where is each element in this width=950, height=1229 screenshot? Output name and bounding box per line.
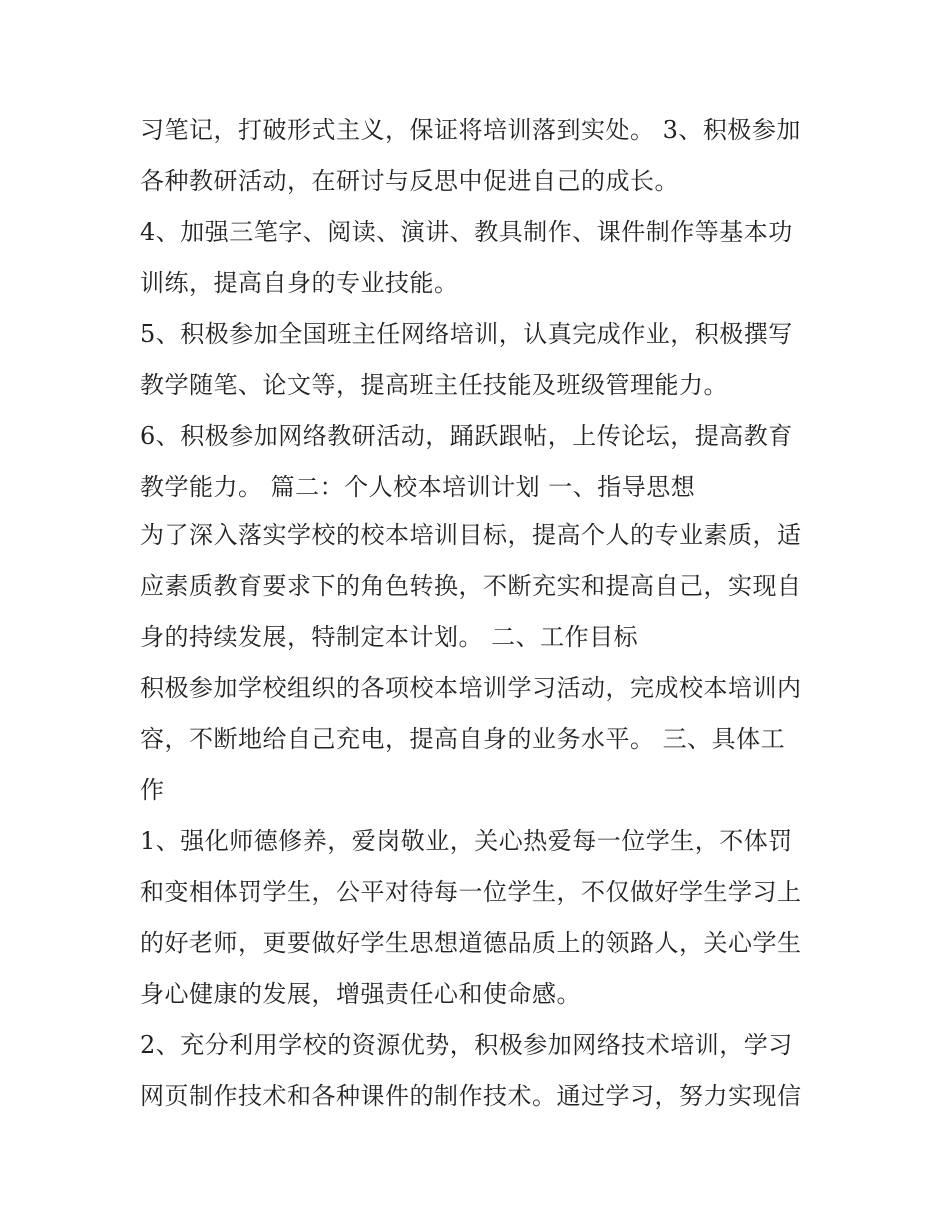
text-line: 作	[140, 776, 165, 804]
text-line: 教学能力。 篇二：个人校本培训计划 一、指导思想	[140, 473, 696, 501]
text-line: 4、加强三笔字、阅读、演讲、教具制作、课件制作等基本功	[140, 218, 793, 246]
text-line: 教学随笔、论文等，提高班主任技能及班级管理能力。	[140, 371, 728, 399]
text-line: 各种教研活动，在研讨与反思中促进自己的成长。	[140, 167, 679, 195]
text-line: 容，不断地给自己充电，提高自身的业务水平。 三、具体工	[140, 725, 786, 753]
text-line: 身的持续发展，特制定本计划。 二、工作目标	[140, 623, 639, 651]
text-line: 习笔记，打破形式主义，保证将培训落到实处。 3、积极参加	[140, 116, 801, 144]
text-line: 2、充分利用学校的资源优势，积极参加网络技术培训，学习	[140, 1031, 793, 1059]
text-line: 训练，提高自身的专业技能。	[140, 269, 459, 297]
text-line: 6、积极参加网络教研活动，踊跃跟帖，上传论坛，提高教育	[140, 422, 793, 450]
text-line: 身心健康的发展，增强责任心和使命感。	[140, 980, 581, 1008]
text-line: 为了深入落实学校的校本培训目标，提高个人的专业素质，适	[140, 521, 802, 549]
text-line: 应素质教育要求下的角色转换，不断充实和提高自己，实现自	[140, 572, 802, 600]
text-line: 网页制作技术和各种课件的制作技术。通过学习，努力实现信	[140, 1082, 802, 1110]
text-line: 5、积极参加全国班主任网络培训，认真完成作业，积极撰写	[140, 320, 793, 348]
text-line: 和变相体罚学生，公平对待每一位学生，不仅做好学生学习上	[140, 878, 802, 906]
text-line: 积极参加学校组织的各项校本培训学习活动，完成校本培训内	[140, 674, 802, 702]
text-line: 1、强化师德修养，爱岗敬业，关心热爱每一位学生，不体罚	[140, 827, 793, 855]
text-line: 的好老师，更要做好学生思想道德品质上的领路人，关心学生	[140, 929, 802, 957]
